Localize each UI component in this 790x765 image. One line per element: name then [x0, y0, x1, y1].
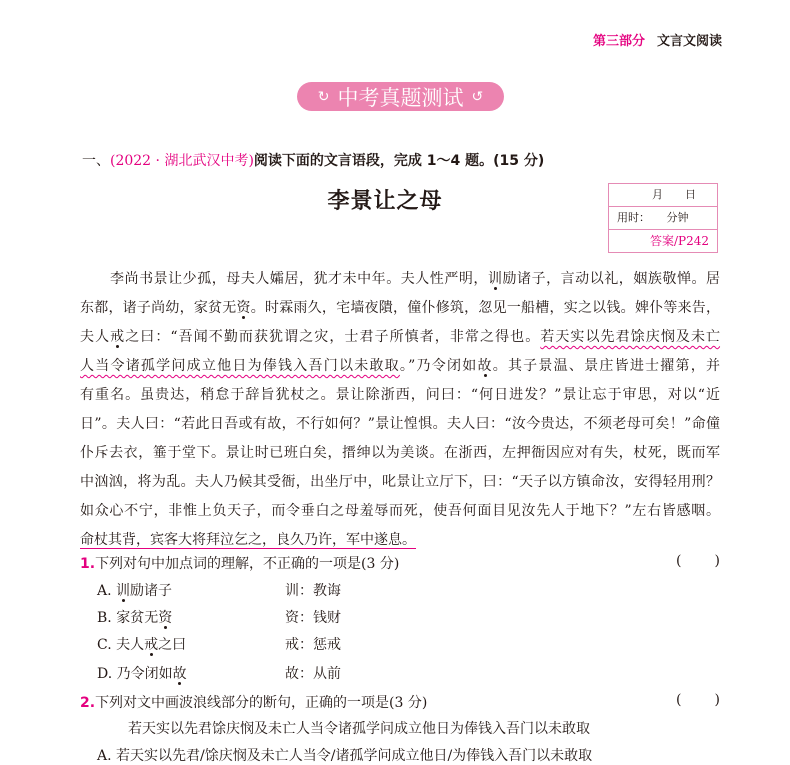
passage-line: [80, 326, 720, 355]
source-label: (2022 · 湖北武汉中考): [110, 153, 254, 169]
option-1-c[interactable]: C. 夫人戒之曰: [97, 637, 187, 653]
passage-text: 中汹汹，将为乱。夫人乃候其受衙，出坐厅中，叱景让立厅下，曰：“天子以方镇命汝，安得轻用刑？: [80, 474, 720, 490]
dotted-word: 戒: [110, 329, 126, 345]
info-box: [608, 183, 718, 253]
passage-text: 如众心不宁，非惟上负天子，而令垂白之母羞辱而死，使吾何面目见汝先人于地下？”左右皆感咽。: [80, 503, 720, 519]
option-gloss: 故：从前: [285, 666, 341, 682]
badge-label: 中考真题测试: [337, 85, 464, 110]
option-gloss: 资：钱财: [285, 610, 341, 626]
passage-text: 日”。夫人曰：“若此日吾或有故，不行如何？”景让惶惧。夫人曰：“汝今贵达，不须老母可矣！”命僮: [80, 416, 720, 432]
passage-text: 。其子景温、景庄皆进士擢第，并: [492, 358, 720, 374]
dotted-word: 资: [236, 300, 251, 316]
option-gloss: 训：教诲: [285, 583, 341, 599]
swirl-icon: ↻: [317, 88, 330, 105]
passage-line: [80, 297, 720, 326]
passage-title: 李景让之母: [327, 189, 443, 214]
dotted-word: 故: [477, 358, 493, 374]
answer-blank-2[interactable]: ( ): [676, 692, 720, 708]
passage-line: [80, 384, 720, 413]
answer-blank-1[interactable]: ( ): [676, 553, 720, 569]
passage-line: [80, 442, 720, 471]
passage-text: 励诸子，言动以礼，姻族敬惮。居: [502, 271, 721, 287]
passage-text: 之曰：“吾闻不勤而获犹谓之灾，士君子所慎者，非常之得也。: [125, 329, 541, 345]
section-badge: [297, 82, 504, 111]
underlined-text: 若天实以先君馀庆悯及未亡: [540, 329, 721, 345]
option-2-a[interactable]: A. 若天实以先君/馀庆悯及未亡人当令/诸孤学问成立他日/为俸钱入吾门以未敢取: [97, 748, 593, 764]
option-1-d[interactable]: D. 乃令闭如故: [97, 666, 187, 682]
question-group-heading: 一、(2022 · 湖北武汉中考)阅读下面的文言语段，完成 1～4 题。(15 分): [82, 153, 545, 169]
passage-text: 仆斥去衣，箠于堂下。景让时已班白矣，搢绅以为美谈。在浙西，左押衙因应对有失，杖死，既而军: [80, 445, 720, 461]
question-2-sentence: 若天实以先君馀庆悯及未亡人当令诸孤学问成立他日为俸钱入吾门以未敢取: [128, 721, 590, 737]
header-section: 文言文阅读: [657, 34, 723, 49]
swirl-icon: ↺: [471, 88, 484, 105]
date-field: 月 日: [609, 184, 717, 207]
passage-line: [80, 500, 720, 529]
answer-ref: 答案/P242: [649, 234, 709, 248]
question-1: 1.下列对句中加点词的理解，不正确的一项是(3 分): [80, 556, 400, 572]
underlined-text: 命杖其背，宾客大将拜泣乞之，良久乃许，军中遂息。: [80, 532, 416, 548]
passage-text: 有重名。虽贵达，稍怠于辞旨犹杖之。景让除浙西，问曰：“何日进发？”景让忘于审思，对以“近: [80, 387, 720, 403]
passage-text: 李尚书景让少孤，母夫人孀居，犹才未中年。夫人性严明，: [110, 271, 488, 287]
passage-line: [80, 355, 720, 384]
passage-line: [80, 268, 720, 297]
passage-text: 。时霖雨久，宅墙夜隤，僮仆修筑，忽见一船槽，实之以钱。婢仆等来告，: [250, 300, 721, 316]
passage-text: 夫人: [80, 329, 111, 345]
option-gloss: 戒：惩戒: [285, 637, 341, 653]
underlined-text: 人当令诸孤学问成立他日为俸钱入吾门以未敢取: [80, 358, 400, 374]
question-2: 2.下列对文中画波浪线部分的断句，正确的一项是(3 分): [80, 695, 428, 711]
passage-text: 。”乃令闭如: [399, 358, 478, 374]
passage-text: 东都，诸子尚幼，家贫无: [80, 300, 237, 316]
passage-line: [80, 413, 720, 442]
dotted-word: 训: [487, 271, 503, 287]
option-1-a[interactable]: A. 训励诸子: [97, 583, 173, 599]
passage: [80, 268, 720, 558]
time-field: 用时： 分钟: [609, 207, 717, 230]
option-1-b[interactable]: B. 家贫无资: [97, 610, 173, 626]
header-part: 第三部分: [593, 34, 646, 49]
passage-line: [80, 471, 720, 500]
